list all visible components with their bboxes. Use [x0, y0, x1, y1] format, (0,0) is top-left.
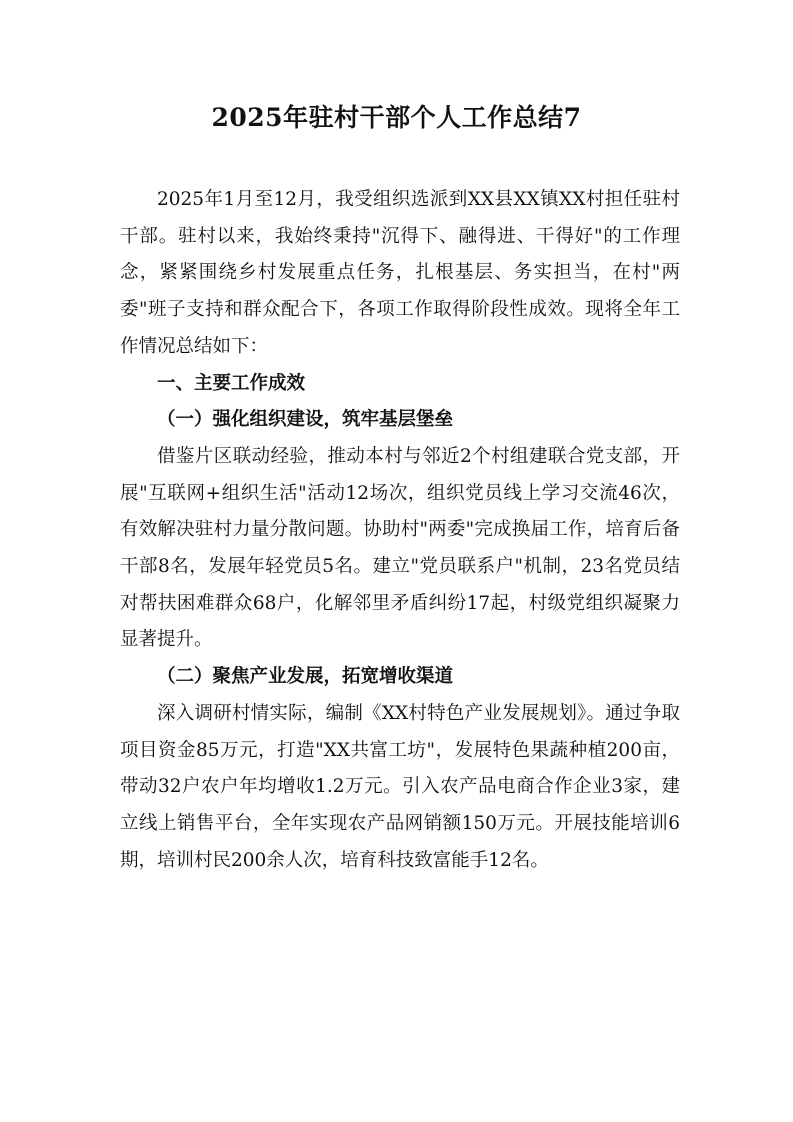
section-heading-main-achievements: 一、主要工作成效	[157, 372, 306, 394]
organization-paragraph: 借鉴片区联动经验，推动本村与邻近2个村组建联合党支部，开展"互联网+组织生活"活动12场次，组织党员线上学习交流46次，有效解决驻村力量分散问题。协助村"两委"完成换届工作，培育后备干部8名，发展年轻党员5名。建立"党员联系户"机制，23名党员结对帮扶困难群众68户，化解邻里矛盾纠纷17起，村级党组织凝聚力显著提升。	[120, 445, 680, 651]
document-body	[120, 182, 680, 879]
industry-paragraph: 深入调研村情实际，编制《XX村特色产业发展规划》。通过争取项目资金85万元，打造"XX共富工坊"，发展特色果蔬种植200亩，带动32户农户年均增收1.2万元。引入农产品电商合作企业3家，建立线上销售平台，全年实现农产品网销额150万元。开展技能培训6期，培训村民200余人次，培育科技致富能手12名。	[120, 702, 680, 871]
subsection-heading-organization: （一）强化组织建设，筑牢基层堡垒	[157, 409, 454, 431]
subsection-heading-industry: （二）聚焦产业发展，拓宽增收渠道	[157, 666, 454, 688]
document-title: 2025年驻村干部个人工作总结7	[211, 103, 582, 132]
intro-paragraph: 2025年1月至12月，我受组织选派到XX县XX镇XX村担任驻村干部。驻村以来，我始终秉持"沉得下、融得进、干得好"的工作理念，紧紧围绕乡村发展重点任务，扎根基层、务实担当，在村"两委"班子支持和群众配合下，各项工作取得阶段性成效。现将全年工作情况总结如下：	[120, 189, 680, 357]
